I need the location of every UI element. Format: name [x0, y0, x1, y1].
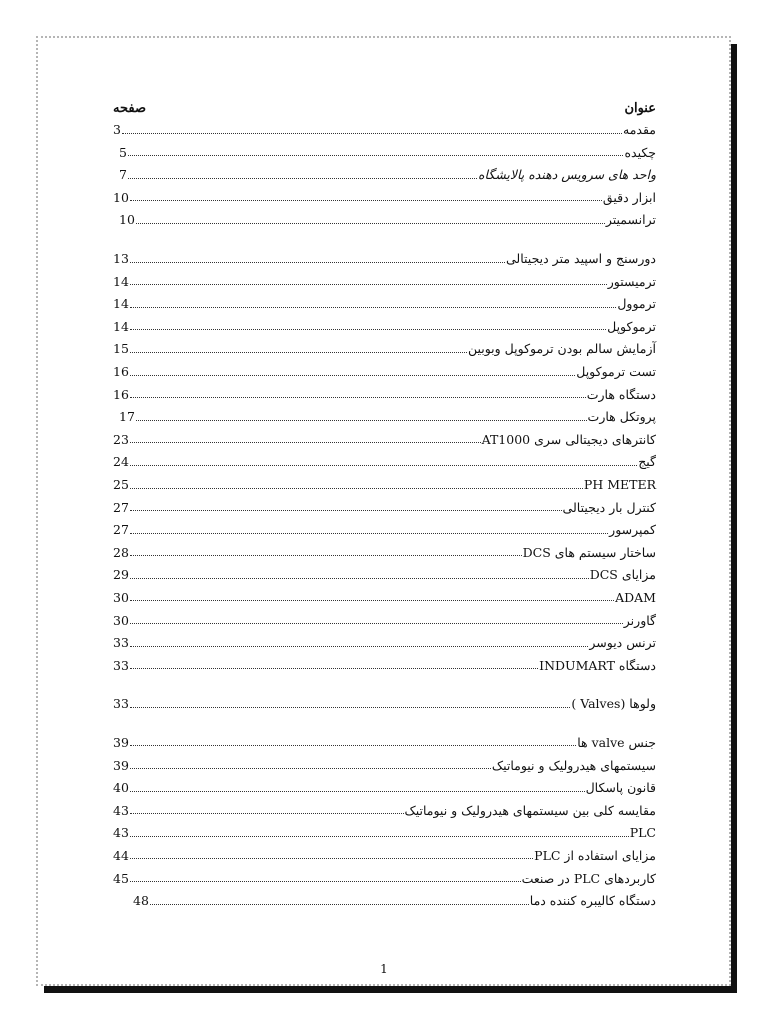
- toc-entry-page: 24: [113, 454, 129, 470]
- toc-entry-title: سیستمهای هیدرولیک و نیوماتیک: [491, 757, 656, 773]
- dot-leader: [130, 352, 467, 353]
- toc-entry: [113, 184, 656, 207]
- dot-leader: [130, 813, 404, 814]
- toc-entry: [113, 561, 656, 584]
- toc-entry-page: 28: [113, 544, 129, 560]
- dot-leader: [130, 768, 491, 769]
- dot-leader: [130, 623, 623, 624]
- toc-entry-page: 40: [113, 780, 129, 796]
- toc-entry-page: 27: [113, 522, 129, 538]
- toc-entry-page: 27: [113, 499, 129, 515]
- dot-leader: [130, 745, 576, 746]
- toc-entry-title: ترنس دیوسر: [589, 635, 656, 651]
- toc-entry: [113, 774, 656, 797]
- dot-leader: [136, 420, 587, 421]
- dot-leader: [122, 133, 622, 134]
- toc-entry-title: ترموول: [617, 296, 656, 312]
- toc-entry-page: 30: [113, 589, 129, 605]
- toc-entry-title: PLC: [629, 825, 656, 841]
- toc-entry-title: PH METER: [583, 477, 656, 492]
- dot-leader: [130, 707, 570, 708]
- toc-entry: [113, 797, 656, 820]
- toc-entry-page: 14: [113, 273, 129, 289]
- dot-leader: [130, 488, 583, 489]
- dot-leader: [130, 646, 588, 647]
- toc-entry: [113, 652, 656, 675]
- dot-leader: [130, 858, 533, 859]
- toc-entry: [113, 290, 656, 313]
- toc-entry-page: 10: [113, 189, 129, 205]
- toc-entry-title: مزایای DCS: [589, 567, 656, 583]
- page-shadow-bottom: [44, 986, 737, 993]
- toc-entry-page: 16: [113, 386, 129, 402]
- toc-entry: [113, 842, 656, 865]
- toc-entry: [113, 116, 656, 139]
- toc-entry-title: کاربردهای PLC در صنعت: [521, 870, 656, 886]
- toc-header: [113, 94, 656, 116]
- toc-entry-title: دستگاه کالیبره کننده دما: [529, 893, 656, 909]
- toc-entry: [113, 606, 656, 629]
- toc-entry-page: 14: [113, 296, 129, 312]
- toc-entry: [113, 729, 656, 752]
- toc-entry: [113, 819, 656, 842]
- toc-entry: [113, 539, 656, 562]
- dot-leader: [136, 223, 605, 224]
- toc-entry-title: کمپرسور: [609, 522, 656, 538]
- toc-entry-title: ساختار سیستم های DCS: [522, 544, 656, 560]
- title-column-heading: عنوان: [624, 101, 656, 116]
- toc-entry-page: 14: [113, 318, 129, 334]
- toc-entry-title: دستگاه هارت: [586, 386, 656, 402]
- toc-entry-title: گاورنر: [623, 612, 656, 628]
- toc-entry-page: 33: [113, 635, 129, 651]
- toc-entry: [113, 206, 656, 229]
- toc-entry-page: 13: [113, 251, 129, 267]
- toc-entry-title: ولوها (Valves ): [571, 696, 656, 712]
- toc-entry: [113, 751, 656, 774]
- page-column-heading: صفحه: [113, 101, 146, 116]
- toc-entry: [113, 381, 656, 404]
- dot-leader: [130, 836, 629, 837]
- toc-entry: [113, 161, 656, 184]
- dot-leader: [130, 510, 562, 511]
- toc-entry: [113, 471, 656, 494]
- toc-entry: [113, 690, 656, 713]
- dot-leader: [130, 307, 616, 308]
- dot-leader: [130, 578, 589, 579]
- toc-entry-title: دورسنج و اسپید متر دیجیتالی: [506, 251, 656, 267]
- dot-leader: [130, 881, 521, 882]
- toc-entry: [113, 448, 656, 471]
- toc-entry-page: 7: [119, 167, 127, 183]
- dot-leader: [130, 465, 637, 466]
- dot-leader: [128, 178, 477, 179]
- dot-leader: [130, 555, 522, 556]
- toc-entry: [113, 403, 656, 426]
- toc-entry: [113, 516, 656, 539]
- toc-entry-page: 39: [113, 757, 129, 773]
- dot-leader: [130, 397, 586, 398]
- toc-entry-page: 15: [113, 341, 129, 357]
- toc-entry: [113, 629, 656, 652]
- toc-entry-page: 17: [119, 409, 135, 425]
- toc-entry: [113, 584, 656, 607]
- toc-entry: [113, 313, 656, 336]
- page-number: 1: [380, 962, 388, 976]
- toc-entry-page: 43: [113, 825, 129, 841]
- toc-entry: [113, 139, 656, 162]
- dot-leader: [130, 200, 602, 201]
- toc-entry-title: مقایسه کلی بین سیستمهای هیدرولیک و نیوماتیک: [404, 802, 656, 818]
- toc-entry-page: 25: [113, 477, 129, 492]
- page-shadow-right: [731, 44, 737, 993]
- toc-entry-page: 39: [113, 734, 129, 750]
- toc-entry-title: پروتکل هارت: [587, 409, 656, 425]
- toc-entry-page: 45: [113, 870, 129, 886]
- toc-entry-title: آزمایش سالم بودن ترموکوپل وبوبین: [467, 341, 656, 357]
- toc-entry-page: 30: [113, 612, 129, 628]
- toc-entry: [113, 268, 656, 291]
- toc-entry-title: کانترهای دیجیتالی سری AT1000: [481, 431, 656, 447]
- dot-leader: [130, 375, 575, 376]
- toc-entry-title: گیج: [638, 454, 656, 470]
- toc-entry-title: ADAM: [615, 589, 656, 605]
- toc-entry-page: 16: [113, 364, 129, 380]
- toc-entry-page: 5: [119, 144, 127, 160]
- toc-entry: [113, 864, 656, 887]
- toc-entry-title: کنترل بار دیجیتالی: [562, 499, 656, 515]
- toc-entry-page: 43: [113, 802, 129, 818]
- toc-entry-title: مقدمه: [623, 122, 656, 138]
- toc-entry-page: 23: [113, 431, 129, 447]
- toc-entry-title: واحد های سرویس دهنده پالایشگاه: [477, 167, 656, 183]
- toc-entry-title: جنس valve ها: [577, 734, 656, 750]
- toc-entry-title: دستگاه INDUMART: [539, 657, 656, 673]
- toc-entry-title: ترانسمیتر: [605, 212, 656, 228]
- toc-entry-title: تست ترموکوپل: [576, 364, 656, 380]
- toc-entry-title: ابزار دقیق: [602, 189, 656, 205]
- toc-entry-title: قانون پاسکال: [585, 780, 656, 796]
- dot-leader: [130, 533, 608, 534]
- toc-entry-page: 33: [113, 657, 129, 673]
- toc-entry-page: 33: [113, 696, 129, 712]
- toc-entry-title: مزایای استفاده از PLC: [534, 847, 656, 863]
- toc-entry: [113, 426, 656, 449]
- toc-entry-page: 44: [113, 847, 129, 863]
- dot-leader: [150, 904, 529, 905]
- dot-leader: [130, 668, 538, 669]
- dot-leader: [130, 600, 614, 601]
- toc-entry-page: 48: [133, 893, 149, 909]
- toc-entry: [113, 494, 656, 517]
- toc-entry: [113, 335, 656, 358]
- dot-leader: [130, 329, 606, 330]
- toc-entry: [113, 245, 656, 268]
- toc-entry: [113, 358, 656, 381]
- toc-entry-page: 10: [119, 212, 135, 228]
- toc-entry-page: 29: [113, 567, 129, 583]
- dot-leader: [130, 284, 607, 285]
- toc-entry-title: چکیده: [624, 144, 656, 160]
- toc-entry: [113, 887, 656, 910]
- table-of-contents: [113, 94, 656, 910]
- dot-leader: [130, 791, 585, 792]
- toc-entry-title: ترمیستور: [607, 273, 656, 289]
- dot-leader: [130, 262, 505, 263]
- dot-leader: [128, 155, 624, 156]
- toc-entry-page: 3: [113, 122, 121, 138]
- dot-leader: [130, 442, 481, 443]
- toc-rows: [113, 116, 656, 910]
- toc-entry-title: ترموکوپل: [607, 318, 656, 334]
